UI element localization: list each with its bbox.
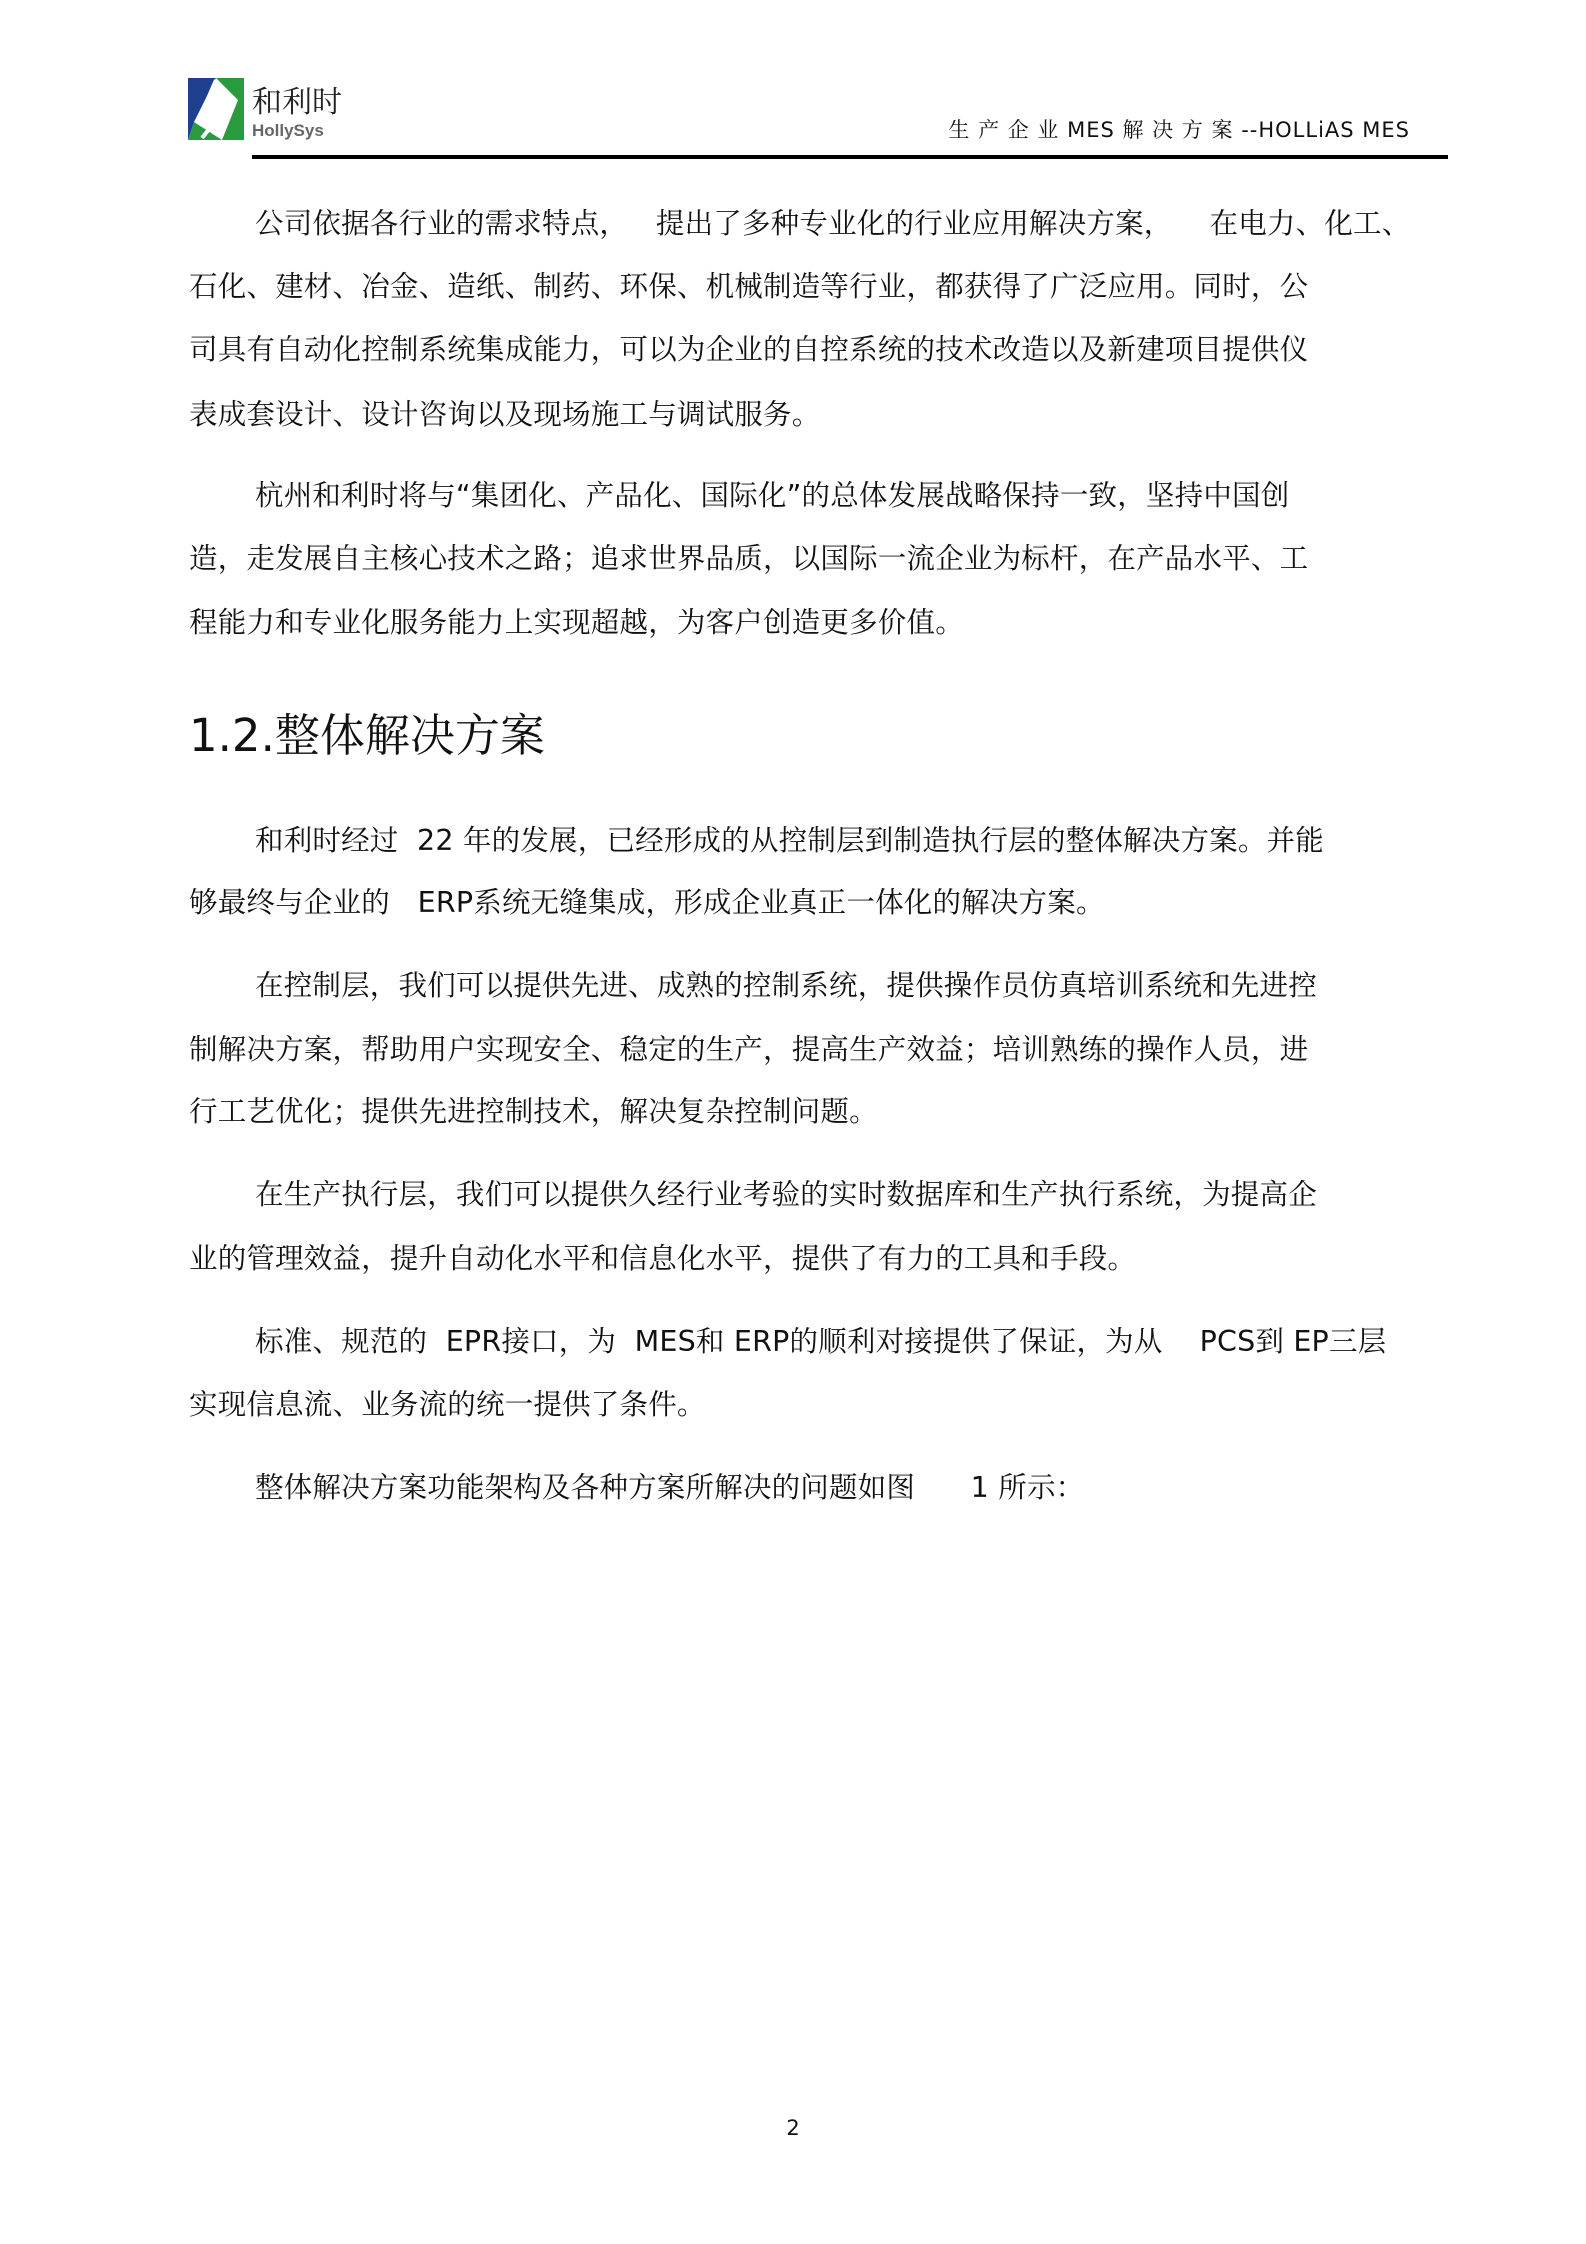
text-line: 公司依据各行业的需求特点， 提出了多种专业化的行业应用解决方案， 在电力、化工、 [255,207,1411,240]
text-line: 业的管理效益，提升自动化水平和信息化水平，提供了有力的工具和手段。 [189,1242,1137,1275]
text-line: 标准、规范的 EPR接口，为 MES和 ERP的顺利对接提供了保证，为从 PCS到 EP三层 [255,1325,1387,1358]
text-line: 造，走发展自主核心技术之路；追求世界品质，以国际一流企业为标杆，在产品水平、工 [189,542,1309,575]
text-line: 整体解决方案功能架构及各种方案所解决的问题如图 1 所示： [255,1471,1085,1504]
text-line: 表成套设计、设计咨询以及现场施工与调试服务。 [189,398,821,431]
text-line: 行工艺优化；提供先进控制技术，解决复杂控制问题。 [189,1095,878,1128]
text-line: 和利时经过 22 年的发展，已经形成的从控制层到制造执行层的整体解决方案。并能 [255,824,1324,857]
hollysys-logo [188,78,360,142]
svg-text:HollySys: HollySys [252,121,324,140]
header-divider [252,155,1448,159]
page-number: 2 [786,2116,800,2140]
header-title: 生 产 企 业 MES 解 决 方 案 --HOLLiAS MES [948,118,1410,142]
text-line: 够最终与企业的 ERP系统无缝集成，形成企业真正一体化的解决方案。 [189,886,1105,919]
text-line: 制解决方案，帮助用户实现安全、稳定的生产，提高生产效益；培训熟练的操作人员，进 [189,1033,1309,1066]
text-line: 实现信息流、业务流的统一提供了条件。 [189,1388,706,1421]
text-line: 杭州和利时将与“集团化、产品化、国际化”的总体发展战略保持一致，坚持中国创 [255,479,1290,512]
section-heading: 1.2.整体解决方案 [189,709,545,762]
svg-text:和利时: 和利时 [252,85,342,120]
text-line: 程能力和专业化服务能力上实现超越，为客户创造更多价值。 [189,606,964,639]
text-line: 石化、建材、冶金、造纸、制药、环保、机械制造等行业，都获得了广泛应用。同时，公 [189,270,1309,303]
text-line: 司具有自动化控制系统集成能力，可以为企业的自控系统的技术改造以及新建项目提供仪 [189,333,1309,366]
text-line: 在生产执行层，我们可以提供久经行业考验的实时数据库和生产执行系统，为提高企 [255,1178,1317,1211]
text-line: 在控制层，我们可以提供先进、成熟的控制系统，提供操作员仿真培训系统和先进控 [255,969,1317,1002]
